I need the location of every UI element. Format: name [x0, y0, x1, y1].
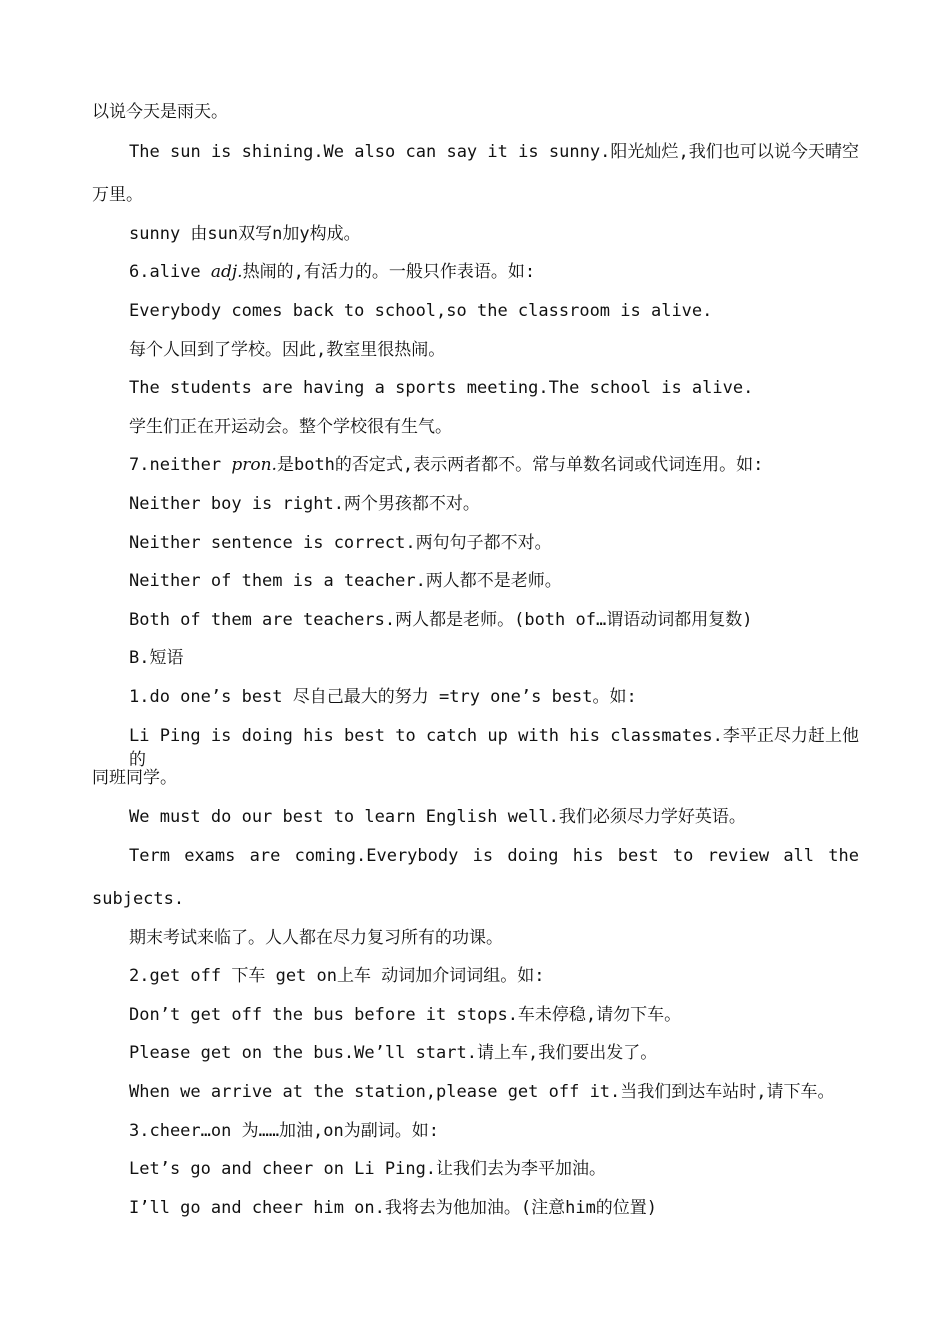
text-line: Neither boy is right.两个男孩都不对。	[129, 494, 480, 514]
text-line: 以说今天是雨天。	[92, 102, 228, 122]
vocab-term: 7.neither	[129, 455, 232, 475]
phrase-heading: 3.cheer…on 为……加油,on为副词。如:	[129, 1121, 439, 1141]
part-of-speech: adj.	[210, 262, 243, 282]
text-line: sunny 由sun双写n加y构成。	[129, 224, 361, 244]
vocab-term: 6.alive	[129, 262, 211, 282]
text-line: I’ll go and cheer him on.我将去为他加油。(注意him的位置)	[129, 1198, 658, 1218]
text-line: 学生们正在开运动会。整个学校很有生气。	[129, 417, 452, 437]
phrase-heading: 2.get off 下车 get on上车 动词加介词词组。如:	[129, 966, 545, 986]
text-line: The sun is shining.We also can say it is sunny.阳光灿烂,我们也可以说今天晴空	[129, 142, 859, 162]
text-line: Term exams are coming.Everybody is doing his best to review all the	[129, 846, 859, 866]
vocab-definition: 是both的否定式,表示两者都不。常与单数名词或代词连用。如:	[276, 455, 764, 475]
text-line: 每个人回到了学校。因此,教室里很热闹。	[129, 340, 446, 360]
text-line: subjects.	[92, 889, 185, 909]
phrase-heading: 1.do one’s best 尽自己最大的努力 =try one’s best。如:	[129, 687, 637, 707]
text-line: Neither of them is a teacher.两人都不是老师。	[129, 571, 562, 591]
section-heading: B.短语	[129, 648, 184, 668]
text-line: We must do our best to learn English well.我们必须尽力学好英语。	[129, 807, 746, 827]
text-line: Neither sentence is correct.两句句子都不对。	[129, 533, 552, 553]
text-line: Please get on the bus.We’ll start.请上车,我们要出发了。	[129, 1043, 658, 1063]
text-line: Everybody comes back to school,so the classroom is alive.	[129, 301, 713, 321]
text-line: 同班同学。	[92, 768, 177, 788]
text-line: 期末考试来临了。人人都在尽力复习所有的功课。	[129, 928, 503, 948]
part-of-speech: pron.	[231, 455, 277, 475]
text-line: The students are having a sports meeting.The school is alive.	[129, 378, 754, 398]
text-line: Let’s go and cheer on Li Ping.让我们去为李平加油。	[129, 1159, 607, 1179]
text-line: 万里。	[92, 185, 143, 205]
vocab-definition: 热闹的,有活力的。一般只作表语。如:	[242, 262, 536, 282]
text-line: When we arrive at the station,please get off it.当我们到达车站时,请下车。	[129, 1082, 835, 1102]
text-line: Both of them are teachers.两人都是老师。(both of…谓语动词都用复数)	[129, 610, 753, 630]
text-line: Don’t get off the bus before it stops.车未停稳,请勿下车。	[129, 1005, 682, 1025]
text-line: Li Ping is doing his best to catch up with his classmates.李平正尽力赶上他的	[129, 726, 859, 770]
vocab-heading-alive	[129, 260, 535, 284]
vocab-heading-neither	[129, 453, 763, 477]
